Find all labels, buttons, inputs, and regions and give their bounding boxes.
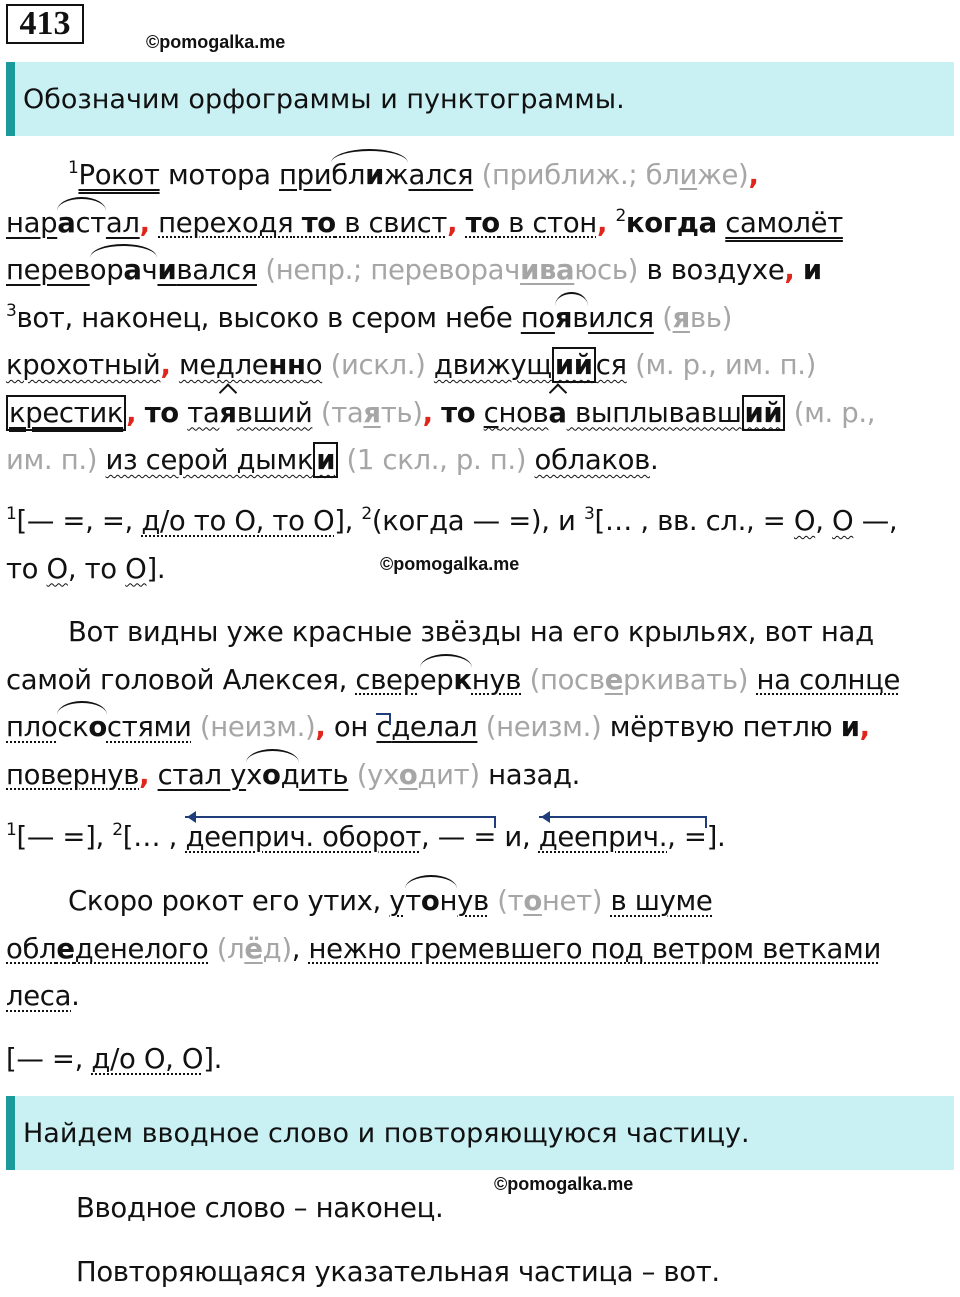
- hint: (явь): [653, 301, 732, 334]
- sentence-number: 2: [615, 205, 626, 226]
- root-arc: ближ: [331, 152, 408, 200]
- root-arc: аст: [57, 200, 106, 248]
- text: вот, наконец, высоко в сером небе: [16, 301, 521, 334]
- comma: ,: [315, 711, 326, 743]
- adverbial-phrase: нежно гремевшего под ветром ветками: [308, 932, 881, 965]
- hint: (таять): [312, 396, 423, 429]
- sentence-number: 1: [68, 158, 79, 178]
- attribute-word: таявший: [187, 397, 312, 429]
- adverbial-phrase: то в стон: [465, 206, 597, 239]
- answer-intro-word: Вводное слово – наконец.: [76, 1192, 444, 1224]
- attribute-word: движущ ий ся: [433, 349, 627, 381]
- adverbial-phrase: плоскостями: [6, 711, 191, 743]
- answer-particle: Повторяющаяся указательная частица – вот.: [76, 1256, 720, 1288]
- hint: (тонет): [488, 885, 611, 917]
- comma: ,: [139, 206, 150, 239]
- hint: (посверкивать): [521, 663, 757, 696]
- sentence-2: Вот видны уже красные звёзды на его крыльях, вот над самой головой Алексея, свереркнув (посверкивать) на солнце плоскостями (неизм.), он сделал (неизм.) мёртвую петлю и, повернув, стал уходить (уходит) назад.: [6, 609, 954, 799]
- watermark-mid: ©pomogalka.me: [380, 554, 520, 574]
- root-arc: ерк: [420, 657, 472, 705]
- hint: (1 скл., р. п.): [338, 444, 535, 476]
- comma: ,: [596, 206, 608, 239]
- sentence-number: 3: [6, 300, 17, 321]
- hint: им. п.): [6, 444, 106, 476]
- comma: ,: [447, 206, 458, 239]
- predicate-word: сделал: [376, 711, 478, 743]
- comma: ,: [859, 711, 870, 743]
- comma: ,: [784, 254, 795, 286]
- predicate-word: приближался: [279, 159, 473, 191]
- conjunction: и: [802, 254, 822, 286]
- text: в воздухе: [638, 254, 785, 286]
- adverbial-phrase: в шуме: [610, 885, 713, 917]
- particle: то: [144, 396, 179, 429]
- conjunction: и: [840, 711, 860, 743]
- adverbial-phrase: леса: [6, 980, 72, 1012]
- comma: ,: [126, 396, 137, 429]
- suffix-mark: а: [548, 390, 566, 438]
- watermark-top: ©pomogalka.me: [146, 32, 286, 52]
- link-bracket: дееприч. оборот, — =: [185, 814, 496, 862]
- adverbial-phrase: свереркнув: [355, 664, 521, 696]
- predicate-word: появился: [521, 302, 654, 334]
- hint: (м. р., им. п.): [626, 349, 817, 381]
- comma: ,: [139, 758, 150, 791]
- comma: ,: [160, 349, 171, 381]
- banner-text: Обозначим орфограммы и пунктограммы.: [23, 83, 625, 115]
- ending-box: ий: [552, 347, 596, 383]
- attribute-word: медленно: [178, 349, 323, 381]
- adverbial-phrase: повернув: [6, 758, 140, 791]
- link-bracket: дееприч., =: [539, 814, 707, 862]
- particle: то: [441, 396, 476, 429]
- hint: (искл.): [322, 349, 434, 381]
- root-arc: тон: [405, 878, 457, 926]
- scheme-1: $^1$[— =, =, д/о то О, то О], $^2$(когда — =), и $^3$[… , вв. сл., = О, О —, то О, то О].: [6, 504, 898, 585]
- sentence-1: $^1$Рокот мотора приближался (приближ.; ближе), нарастал, переходя то в свист, то в стон, $^2$когда самолёт переворачивался (непр.; переворачиваюсь) в воздухе, и $^3$вот, наконец, высоко в сером небе появился (явь) крохотный, медленно (искл.) движущ ий ся (м. р., им. п.) крестик , то таявший (таять), то снова выплывавш ий (м. р., им. п.) из серой дымк и (1 скл., р. п.) облаков.: [6, 152, 954, 485]
- hint: (неизм.): [477, 711, 610, 743]
- subject-word: самолёт: [725, 206, 843, 239]
- attribute-word: из серой дымк и: [106, 442, 339, 478]
- scheme-3: [— =, д/о О, О].: [6, 1043, 223, 1075]
- hint: (непр.; переворачиваюсь): [256, 254, 639, 286]
- subject-word: крестик: [6, 395, 126, 431]
- ending-box: ий: [742, 395, 786, 431]
- hint: (м. р.,: [785, 396, 876, 429]
- exercise-number: 413: [6, 4, 84, 44]
- hint: (уходит): [348, 758, 480, 791]
- hint: (лёд): [208, 932, 292, 965]
- root-arc: яв: [555, 295, 588, 343]
- attribute-word: снова выплывавш ий: [484, 397, 786, 429]
- hint: (приближ.; ближе): [473, 159, 749, 191]
- adverbial-phrase: утонув: [389, 885, 489, 917]
- comma: ,: [422, 396, 433, 429]
- attribute-word: облаков: [534, 444, 650, 476]
- adverbial-phrase: обледенелого: [6, 932, 209, 965]
- root-arc: орач: [90, 247, 158, 295]
- conjunction: когда: [625, 206, 717, 239]
- sentence-3: Скоро рокот его утих, утонув (тонет) в шуме обледенелого (лёд), нежно гремевшего под ветром ветками леса.: [6, 878, 954, 1021]
- comma: ,: [748, 159, 759, 191]
- predicate-word: стал уходить: [158, 759, 349, 791]
- banner-text: Найдем вводное слово и повторяющуюся частицу.: [23, 1117, 750, 1149]
- predicate-word: нарастал: [6, 207, 140, 239]
- adverbial-phrase: переходя то в свист: [158, 206, 448, 239]
- section-banner-intro-word: [6, 1096, 954, 1170]
- adverbial-phrase: на солнце: [756, 663, 901, 696]
- predicate-word: переворачивался: [6, 254, 257, 286]
- ending-box: и: [313, 442, 338, 478]
- root-arc: ход: [246, 752, 299, 800]
- text: мотора: [159, 159, 279, 191]
- subject-word: Рокот: [78, 159, 160, 191]
- suffix-mark: я: [219, 390, 236, 438]
- root-arc: ско: [57, 704, 107, 752]
- hint: (неизм.): [191, 711, 316, 743]
- section-banner-orthograms: [6, 62, 954, 136]
- watermark-bottom: ©pomogalka.me: [494, 1174, 634, 1194]
- attribute-word: крохотный: [6, 349, 161, 381]
- scheme-2: $^1$[— =], $^2$[… , дееприч. оборот, — = и, дееприч., =].: [6, 814, 954, 862]
